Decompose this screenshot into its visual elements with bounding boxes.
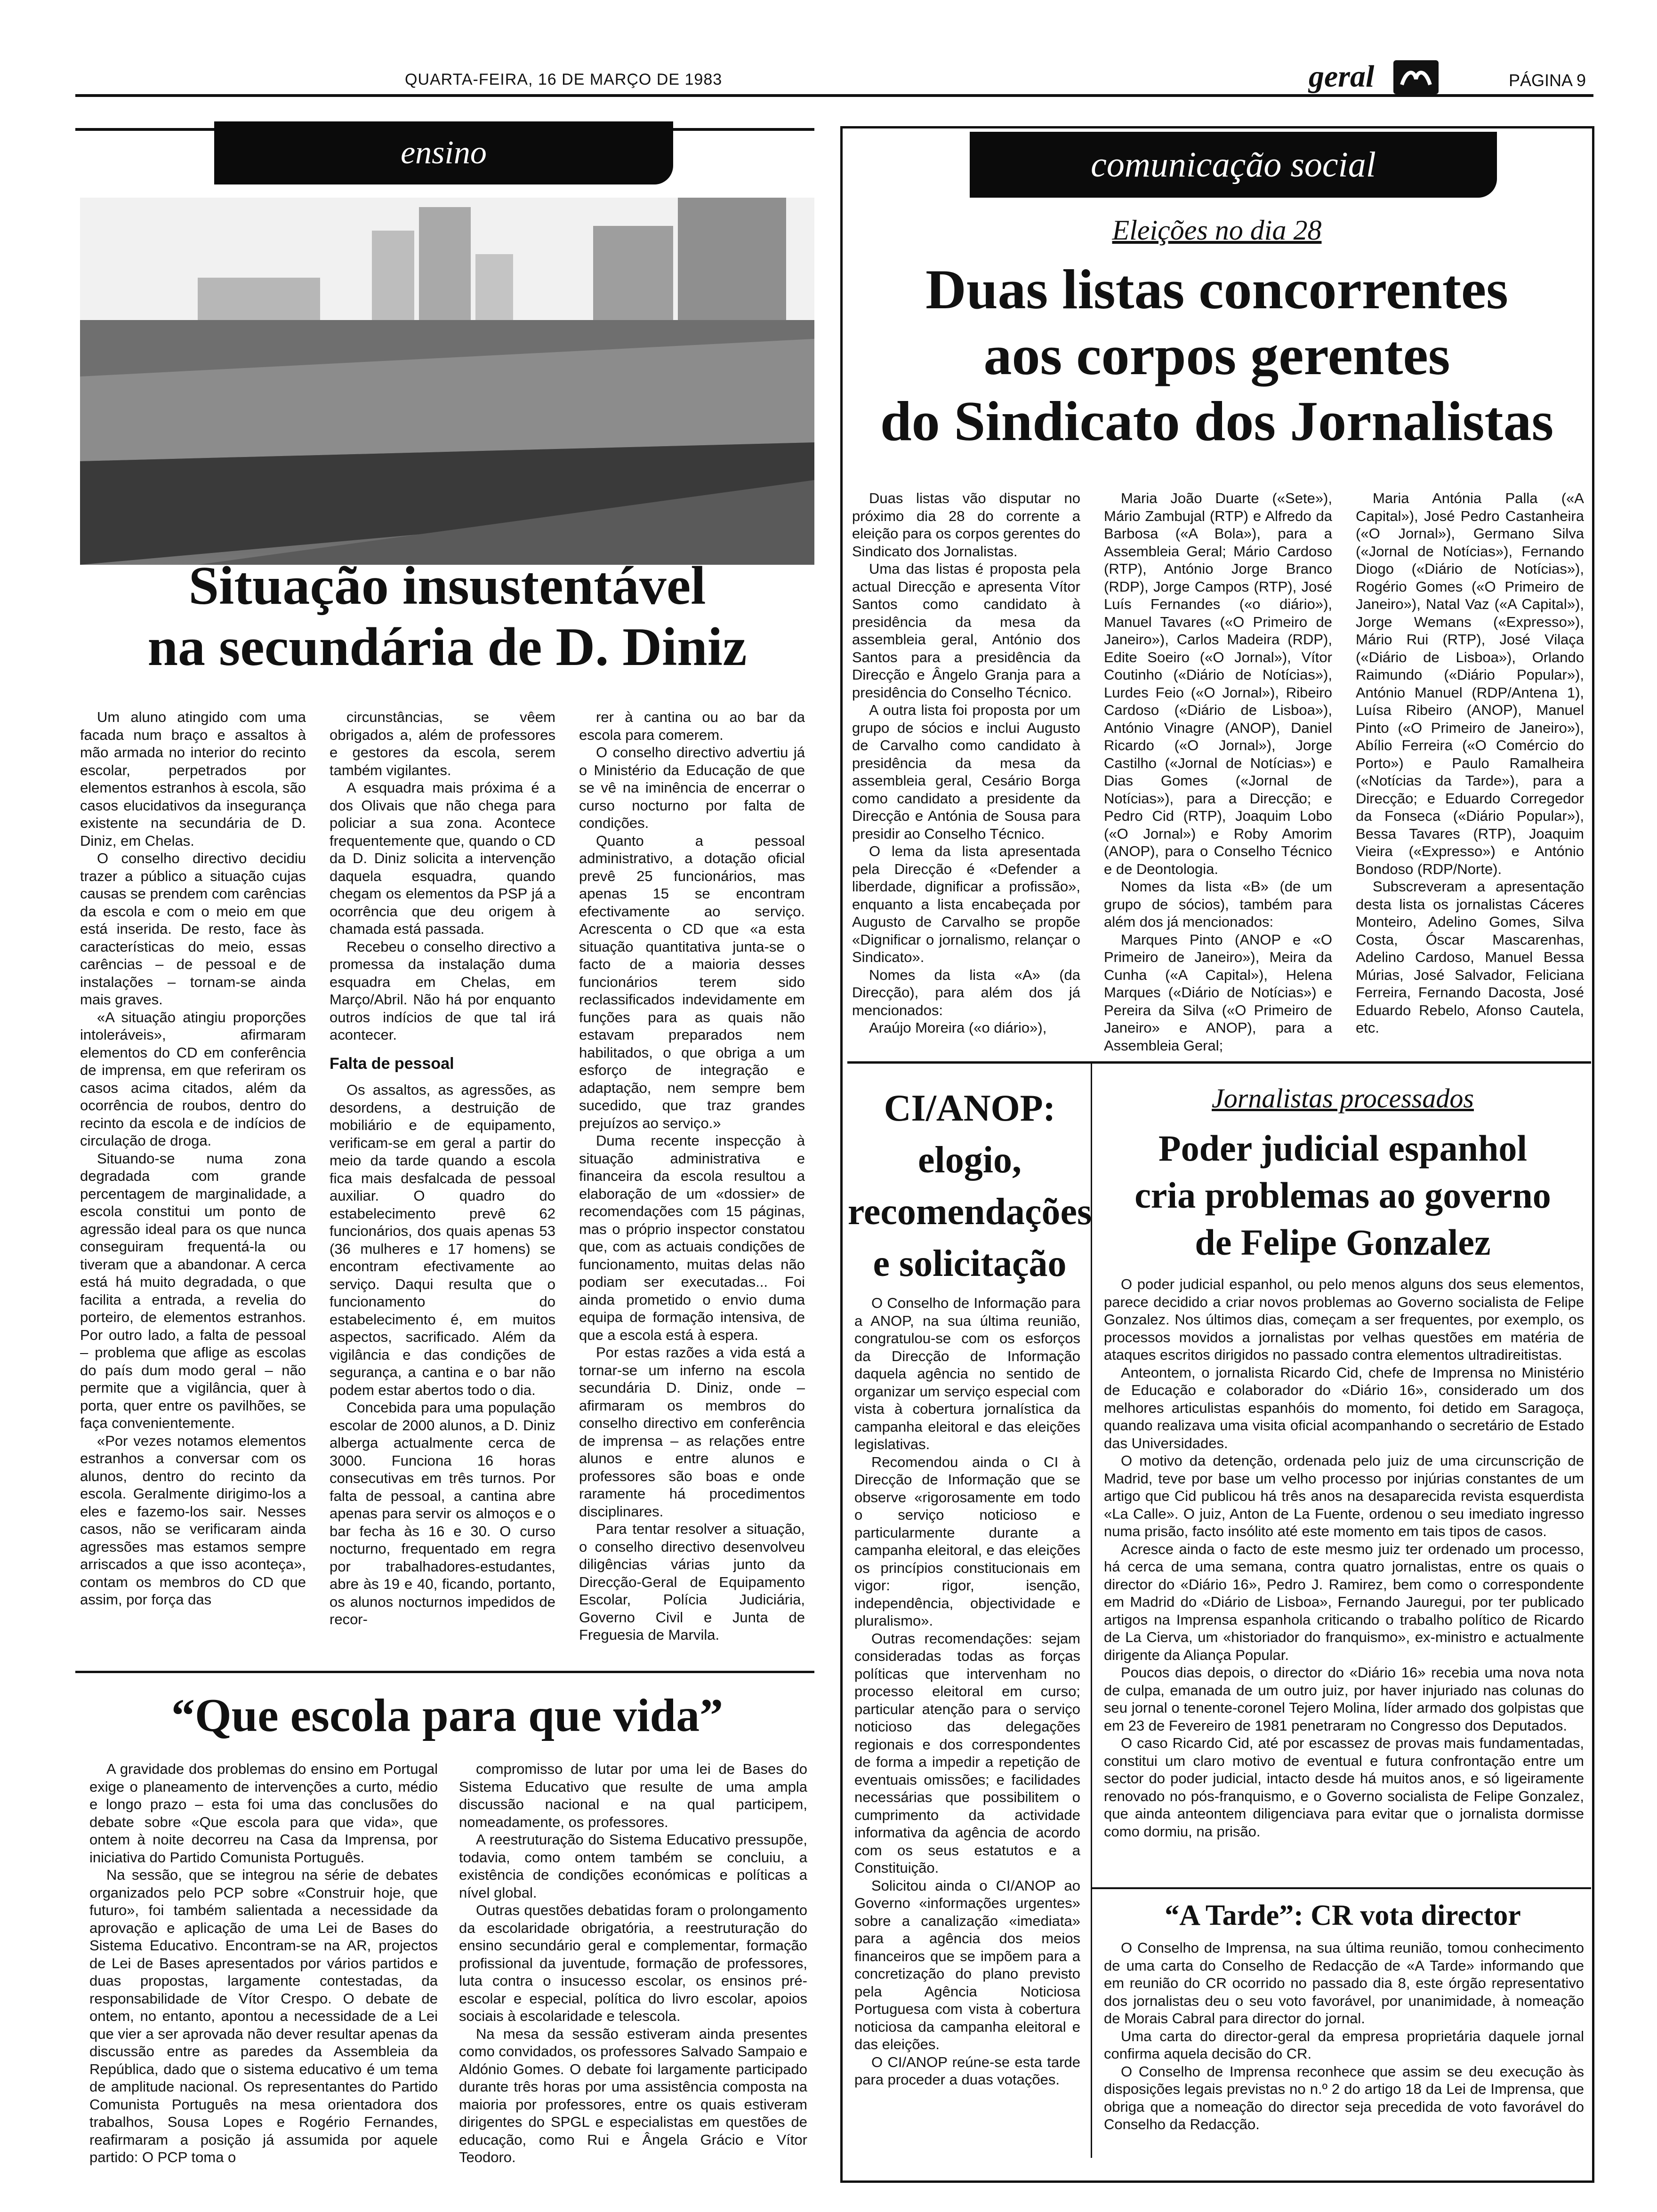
headline-poder-judicial-line1: Poder judicial espanhol bbox=[1158, 1128, 1527, 1169]
paragraph: Maria Antónia Palla («A Capital»), José Pedro Castanheira («O Jornal»), Germano Silva («Jornal de Notícias»), Fernando Diogo («Diário de Notícias»), Rogério Gomes («O Primeiro de Janeiro»), Natal Vaz («A Capital»), Jorge Wemans («Expresso»), Mário Rui (RTP), José Vilaça («Diário de Lisboa»), Orlando Raimundo («Diário Popular»), António Manuel (RDP/Antena 1), Luísa Ribeiro (ANOP), Manuel Pinto («O Primeiro de Janeiro»), Abílio Ferreira («O Comércio do Porto») e Paulo Ramalheira («Notícias da Tarde»), para a Direcção; e Eduardo Corregedor da Fonseca («Diário Popular»), Bessa Tavares (RTP), Joaquim Vieira («Expresso») e António Bondoso (RDP/Norte). bbox=[1356, 490, 1584, 877]
headline-poder-judicial-line2: cria problemas ao governo bbox=[1134, 1175, 1551, 1216]
headline-situacao bbox=[80, 555, 814, 678]
paragraph: O Conselho de Imprensa reconhece que assim se deu execução às disposições legais previstas no n.º 2 do artigo 18 da Lei de Imprensa, que obriga que a nomeação do director seja precedida de voto favorável do Conselho da Redacção. bbox=[1104, 2063, 1584, 2132]
paragraph: Araújo Moreira («o diário»), bbox=[869, 1019, 1047, 1036]
paragraph: Outras recomendações: sejam consideradas todas as forças políticas que intervenham no processo eleitoral em curso; particular atenção para o serviço noticioso das delegações regionais e dos correspondentes de forma a impedir a repetição de eventuais omissões; e facilidades necessárias que possibilitem o cumprimento da actividade informativa da agência de acordo com os seus estatutos e a Constituição. bbox=[854, 1630, 1080, 1876]
paragraph: Outras questões debatidas foram o prolongamento da escolaridade obrigatória, a reestruturação do ensino secundário geral e complementar, formação profissional da juventude, formação de professores, luta contra o insucesso escolar, os ensinos pré-escolar e especial, política do livro escolar, apoios sociais à escolaridade e telescola. bbox=[459, 1902, 807, 2024]
section-banner-ensino bbox=[214, 121, 673, 184]
sindicato-column-3 bbox=[1356, 489, 1584, 1059]
paragraph: Nomes da lista «A» (da Direcção), para além dos já mencionados: bbox=[852, 966, 1080, 1018]
kicker-eleicoes: Eleições no dia 28 bbox=[1112, 215, 1322, 246]
paragraph: Duma recente inspecção à situação administrativa e financeira da escola resultou a elaboração de um «dossier» de recomendações com 15 páginas, mas o próprio inspector constatou que, com as actuais condições de funcionamento, muitas delas não podiam ser executadas... Foi ainda prometido o envio duma equipa de formação intensiva, de que a escola está à espera. bbox=[579, 1132, 805, 1343]
headline-duas-listas-line2: aos corpos gerentes bbox=[983, 324, 1450, 386]
situacao-column-1 bbox=[80, 708, 306, 1645]
paragraph: Recebeu o conselho directivo a promessa da instalação duma esquadra em Chelas, em Março/Abril. Não há por enquanto outros indícios de que tal irá acontecer. bbox=[330, 938, 555, 1043]
headline-anop-line3: recomendações bbox=[847, 1191, 1092, 1233]
section-banner-ensino-label: ensino bbox=[401, 135, 487, 171]
paragraph: Uma das listas é proposta pela actual Direcção e apresenta Vítor Santos como candidato à presidência da mesa da assembleia geral, António dos Santos para a presidência da Direcção e Ângelo Granja para a presidência do Conselho Técnico. bbox=[852, 561, 1080, 701]
paragraph: Um aluno atingido com uma facada num braço e assaltos à mão armada no interior do recinto escolar, perpetrados por elementos estranhos à escola, são casos elucidativos da insegurança existente na secundária de D. Diniz, em Chelas. bbox=[80, 709, 306, 849]
newspaper-logo-icon bbox=[1393, 60, 1439, 94]
paragraph: A reestruturação do Sistema Educativo pressupõe, todavia, como ontem também se concluiu, a existência de condições económicas e políticas a nível global. bbox=[459, 1831, 807, 1901]
paragraph: circunstâncias, se vêem obrigados a, além de professores e gestores da escola, serem também vigilantes. bbox=[330, 709, 555, 778]
paragraph: O Conselho de Informação para a ANOP, na sua última reunião, congratulou-se com os esforços da Direcção de Informação daquela agência no sentido de organizar um serviço especial com vista à cobertura jornalística da campanha eleitoral e das eleições legislativas. bbox=[854, 1295, 1080, 1452]
paragraph: Solicitou ainda o CI/ANOP ao Governo «informações urgentes» sobre a canalização «imediata» para a agência dos meios financeiros que se impõem para a concretização do plano previsto pela Agência Noticiosa Portuguesa com vista à cobertura noticiosa da campanha eleitoral e das eleições. bbox=[854, 1877, 1080, 2052]
paragraph: Concebida para uma população escolar de 2000 alunos, a D. Diniz alberga actualmente cerca de 3000. Funciona 16 horas consecutivas em três turnos. Por falta de pessoal, a cantina abre apenas para servir os almoços e o bar fecha às 16 e 30. O curso nocturno, frequentado em regra por trabalhadores-estudantes, abre às 19 e 40, ficando, portanto, os alunos nocturnos impedidos de recor- bbox=[330, 1399, 555, 1627]
headline-poder-judicial-line3: de Felipe Gonzalez bbox=[1195, 1222, 1491, 1263]
paragraph: Marques Pinto (ANOP e «O Primeiro de Janeiro»), Meira da Cunha («A Capital»), Helena Marques («Diário de Notícias») e Pereira da Silva («O Primeiro de Janeiro» e ANOP), para a Assembleia Geral; bbox=[1104, 931, 1332, 1054]
sindicato-column-2 bbox=[1104, 489, 1332, 1059]
paragraph: O conselho directivo decidiu trazer a público a situação cujas causas se prendem com carências da escola e com o meio em que está inserida. De resto, face às características do meio, essas carências – de pessoal e de instalações – tornam-se ainda mais graves. bbox=[80, 850, 306, 1008]
paragraph: «A situação atingiu proporções intoleráveis», afirmaram elementos do CD em conferência de imprensa, em que referiram os casos acima citados, além da ocorrência de roubos, dentro do recinto da escola e de indícios de circulação de droga. bbox=[80, 1009, 306, 1149]
paragraph: A gravidade dos problemas do ensino em Portugal exige o planeamento de intervenções a curto, médio e longo prazo – esta foi uma das conclusões do debate sobre «Que escola para que vida», que ontem à noite decorreu na Casa da Imprensa, por iniciativa do Partido Comunista Português. bbox=[89, 1761, 438, 1866]
paragraph: Os assaltos, as agressões, as desordens, a destruição de mobiliário e de equipamento, verificam-se em geral a partir do meio da tarde quando a escola fica mais desfalcada de pessoal auxiliar. O quadro do estabelecimento prevê 62 funcionários, dos quais apenas 53 (36 mulheres e 17 homens) se encontram efectivamente ao serviço. Daqui resulta que o funcionamento do estabelecimento é, em muitos aspectos, sacrificado. Além da vigilância e das condições de segurança, a cantina e o bar não podem estar abertos todo o dia. bbox=[330, 1082, 555, 1398]
paragraph: Recomendou ainda o CI à Direcção de Informação que se observe «rigorosamente em todo o serviço noticioso e particularmente durante a campanha eleitoral, e das eleições os princípios constitucionais em vigor: rigor, isenção, independência, objectividade e pluralismo». bbox=[854, 1453, 1080, 1629]
headline-duas-listas bbox=[847, 256, 1586, 454]
paragraph: A outra lista foi proposta por um grupo de sócios e inclui Augusto de Carvalho como candidato à presidência da mesa da assembleia geral, Cesário Borga como candidato a presidente da Direcção e Antónia de Sousa para presidir ao Conselho Técnico. bbox=[852, 702, 1080, 842]
paragraph: O CI/ANOP reúne-se esta tarde para proceder a duas votações. bbox=[854, 2053, 1080, 2088]
paragraph: O lema da lista apresentada pela Direcção é «Defender a liberdade, dignificar a profissão», enquanto a lista encabeçada por Augusto de Carvalho se propõe «Dignificar o jornalismo, relançar o Sindicato». bbox=[852, 843, 1080, 965]
que-escola-column-2 bbox=[459, 1760, 807, 2184]
paragraph: O Conselho de Imprensa, na sua última reunião, tomou conhecimento de uma carta do Conselho de Redacção de «A Tarde» informando que em reunião do CR ocorrido no passado dia 8, este órgão representativo dos jornalistas deu o seu voto favorável, por unanimidade, à nomeação de Morais Cabral para director do jornal. bbox=[1104, 1940, 1584, 2027]
section-banner-comunicacao bbox=[970, 132, 1497, 198]
paragraph: Acresce ainda o facto de este mesmo juiz ter ordenado um processo, há cerca de uma semana, contra quatro jornalistas, entre os quais o director do «Diário 16», Pedro J. Ramirez, bem como o correspondente em Madrid do «Diário de Lisboa», Fernando Jauregui, por ter publicado artigos na Imprensa espanhola criticando o trabalho político de Ricardo de La Cierva, um «historiador do franquismo», ex-ministro e actualmente dirigente da Aliança Popular. bbox=[1104, 1540, 1584, 1663]
paragraph: Quanto a pessoal administrativo, a dotação oficial prevê 25 funcionários, mas apenas 15 se encontram efectivamente ao serviço. Acrescenta o CD que «a esta situação quantitativa junta-se o facto de a maioria desses funcionários terem sido reclassificados indevidamente em funções para as quais não estavam preparados nem habilitados, o que obriga a um esforço de integração e adaptação, nem sempre bem sucedido, que traz grandes prejuízos ao serviço.» bbox=[579, 832, 805, 1131]
paragraph: Nomes da lista «B» (de um grupo de sócios), também para além dos já mencionados: bbox=[1104, 878, 1332, 930]
subheading-falta-de-pessoal: Falta de pessoal bbox=[330, 1054, 454, 1073]
paragraph: Uma carta do director-geral da empresa proprietária daquele jornal confirma aquela decisão do CR. bbox=[1104, 2028, 1584, 2062]
que-escola-rule bbox=[75, 1671, 814, 1673]
paragraph: A esquadra mais próxima é a dos Olivais que não chega para policiar a sua zona. Acontece frequentemente que, quando o CD da D. Diniz solicita a intervenção daquela esquadra, quando chegam os elementos da PSP já a ocorrência que deu origem à chamada está passada. bbox=[330, 779, 555, 937]
section-banner-comunicacao-label: comunicação social bbox=[1091, 144, 1376, 184]
paragraph: O motivo da detenção, ordenada pelo juiz de uma circunscrição de Madrid, teve por base um velho processo por injúrias constantes de um artigo que Cid publicou há três anos na desaparecida revista esquerdista «La Calle». O juiz, Anton de La Fuente, ordenou o seu imediato ingresso numa prisão, facto insólito até este momento em tais tipos de casos. bbox=[1104, 1452, 1584, 1539]
paragraph: «Por vezes notamos elementos estranhos a conversar com os alunos, dentro do recinto da escola. Geralmente dirigimo-los a eles e fazemo-los sair. Nesses casos, não se verificaram ainda agressões mas estamos sempre arriscados a que isso aconteça», contam os membros do CD que assim, por força das bbox=[80, 1432, 306, 1608]
masthead-section: geral bbox=[1309, 59, 1375, 94]
kicker-jornalistas-processados: Jornalistas processados bbox=[1212, 1083, 1474, 1114]
paragraph: Anteontem, o jornalista Ricardo Cid, chefe de Imprensa no Ministério de Educação e colaborador do «Diário 16», considerado um dos melhores articulistas espanhóis do momento, foi detido em Saragoça, quando realizava uma visita oficial acompanhando o secretário de Estado das Universidades. bbox=[1104, 1364, 1584, 1451]
headline-anop-line1: CI/ANOP: bbox=[884, 1088, 1056, 1129]
paragraph: Poucos dias depois, o director do «Diário 16» recebia uma nova nota de culpa, emanada de um outro juiz, por haver injuriado nas colunas do seu jornal o tenente-coronel Tejero Molina, líder armado dos golpistas que em 23 de Fevereiro de 1981 penetraram no Congresso dos Deputados. bbox=[1104, 1664, 1584, 1734]
paragraph: Na mesa da sessão estiveram ainda presentes como convidados, os professores Salvado Sampaio e Aldónio Gomes. O debate foi largamente participado durante três horas por uma assistência composta na maioria por professores, entre os quais estiveram dirigentes do SPGL e especialistas em questões de educação, como Rui e Ângela Grácio e Vítor Teodoro. bbox=[459, 2025, 807, 2165]
paragraph: compromisso de lutar por uma lei de Bases do Sistema Educativo que resulte de uma ampla discussão nacional e na qual participem, nomeadamente, os professores. bbox=[459, 1761, 807, 1830]
a-tarde-article bbox=[1104, 1939, 1584, 2160]
masthead-rule bbox=[75, 94, 1593, 97]
espanhol-top-rule bbox=[1092, 1061, 1591, 1064]
headline-anop-line2: elogio, bbox=[918, 1139, 1022, 1181]
paragraph: Por estas razões a vida está a tornar-se um inferno na escola secundária D. Diniz, onde – afirmaram os membros do conselho directivo em conferência de imprensa – as relações entre alunos e entre alunos e professores são boas e onde raramente há procedimentos disciplinares. bbox=[579, 1344, 805, 1520]
espanhol-article bbox=[1104, 1275, 1584, 1901]
headline-que-escola: “Que escola para que vida” bbox=[171, 1689, 724, 1741]
paragraph: Para tentar resolver a situação, o conselho directivo desenvolveu diligências várias junto da Direcção-Geral de Equipamento Escolar, Polícia Judiciária, Governo Civil e Junta de Freguesia de Marvila. bbox=[579, 1521, 805, 1643]
paragraph: Situando-se numa zona degradada com grande percentagem de marginalidade, a escola constitui um ponto de agressão ideal para os que nunca conseguiram frequentá-la ou tiveram que a abandonar. A cerca está há muito degradada, o que facilita a entrada, a revelia do porteiro, de elementos estranhos. Por outro lado, a falta de pessoal – problema que aflige as escolas do país dum modo geral – não permite que a vigilância, quer à porta, quer entre os pavilhões, se faça convenientemente. bbox=[80, 1150, 306, 1431]
sindicato-column-1 bbox=[852, 489, 1080, 1059]
headline-anop bbox=[847, 1082, 1092, 1290]
a-tarde-rule bbox=[1092, 1887, 1591, 1889]
masthead-page: PÁGINA 9 bbox=[1509, 71, 1586, 90]
headline-duas-listas-line1: Duas listas concorrentes bbox=[925, 258, 1508, 321]
situacao-column-3 bbox=[579, 708, 805, 1645]
headline-a-tarde: “A Tarde”: CR vota director bbox=[1165, 1899, 1521, 1931]
paragraph: Na sessão, que se integrou na série de debates organizados pelo PCP sobre «Construir hoje, que futuro», foi também salientada a necessidade da aprovação e aplicação de uma Lei de Bases do Sistema Educativo. Encontram-se na AR, projectos de Lei de Bases apresentados por vários partidos e duas propostas, largamente contestadas, da responsabilidade de Vítor Crespo. O debate de ontem, no entanto, apontou a necessidade de a Lei que vier a ser aprovada não dever resultar apenas da discussão entre as paredes da Assembleia da República, dado que o sistema educativo é um tema de amplitude nacional. Os representantes do Partido Comunista Português na mesa orientadora dos trabalhos, Sousa Lopes e Rogério Fernandes, reafirmaram a posição já assumida por aquele partido: O PCP toma o bbox=[89, 1867, 438, 2165]
paragraph: Duas listas vão disputar no próximo dia 28 do corrente a eleição para os corpos gerentes do Sindicato dos Jornalistas. bbox=[852, 490, 1080, 560]
paragraph: O poder judicial espanhol, ou pelo menos alguns dos seus elementos, parece decidido a criar novos problemas ao Governo socialista de Felipe Gonzalez. Nos últimos dias, começam a ser frequentes, por exemplo, os processos movidos a jornalistas por velhas questões em matéria de ataques escritos dirigidos no passado contra elementos ultradireitistas. bbox=[1104, 1276, 1584, 1363]
anop-column bbox=[854, 1294, 1080, 2160]
paragraph: rer à cantina ou ao bar da escola para comerem. bbox=[579, 709, 805, 743]
headline-duas-listas-line3: do Sindicato dos Jornalistas bbox=[880, 390, 1554, 452]
masthead-date: QUARTA-FEIRA, 16 DE MARÇO DE 1983 bbox=[405, 71, 723, 88]
que-escola-column-1 bbox=[89, 1760, 438, 2184]
paragraph: O conselho directivo advertiu já o Ministério da Educação de que se vê na iminência de encerrar o curso nocturno por falta de condições. bbox=[579, 744, 805, 831]
paragraph: Maria João Duarte («Sete»), Mário Zambujal (RTP) e Alfredo da Barbosa («A Bola»), para a Assembleia Geral; Mário Cardoso (RTP), António Jorge Branco (RDP), Jorge Campos (RTP), José Luís Fernandes («o diário»), Manuel Tavares («O Primeiro de Janeiro»), Carlos Madeira (RDP), Edite Soeiro («O Jornal»), Vítor Coutinho («Diário de Notícias»), Lurdes Feio («O Jornal»), Ribeiro Cardoso («Diário de Lisboa»), António Vinagre (ANOP), Daniel Ricardo («O Jornal»), Jorge Castilho («Jornal de Notícias») e Dias Gomes («Jornal de Notícias»), para a Direcção; e Pedro Cid (RTP), Joaquim Lobo («O Jornal») e Roby Amorim (ANOP), para o Conselho Técnico e de Deontologia. bbox=[1104, 490, 1332, 877]
headline-poder-judicial bbox=[1097, 1125, 1589, 1266]
city-photo bbox=[80, 198, 814, 565]
paragraph: Subscreveram a apresentação desta lista os jornalistas Cáceres Monteiro, Adelino Gomes, Silva Costa, Óscar Mascarenhas, Adelino Cardoso, Manuel Bessa Múrias, José Salvador, Feliciana Ferreira, Fernando Dacosta, José Eduardo Rebelo, Afonso Cautela, etc. bbox=[1356, 878, 1584, 1036]
headline-situacao-line1: Situação insustentável bbox=[188, 556, 706, 616]
situacao-column-2 bbox=[330, 708, 555, 1645]
headline-anop-line4: e solicitação bbox=[873, 1243, 1067, 1284]
headline-situacao-line2: na secundária de D. Diniz bbox=[147, 617, 747, 677]
paragraph: O caso Ricardo Cid, até por escassez de provas mais fundamentadas, constitui um claro motivo de eventual e futura confrontação entre um sector do poder judicial, intacto desde há muitos anos, e só ligeiramente renovado no pós-franquismo, e o Governo socialista de Felipe Gonzalez, que ainda anteontem diligenciava para evitar que o jornalista dormisse como dormiu, na prisão. bbox=[1104, 1735, 1584, 1840]
